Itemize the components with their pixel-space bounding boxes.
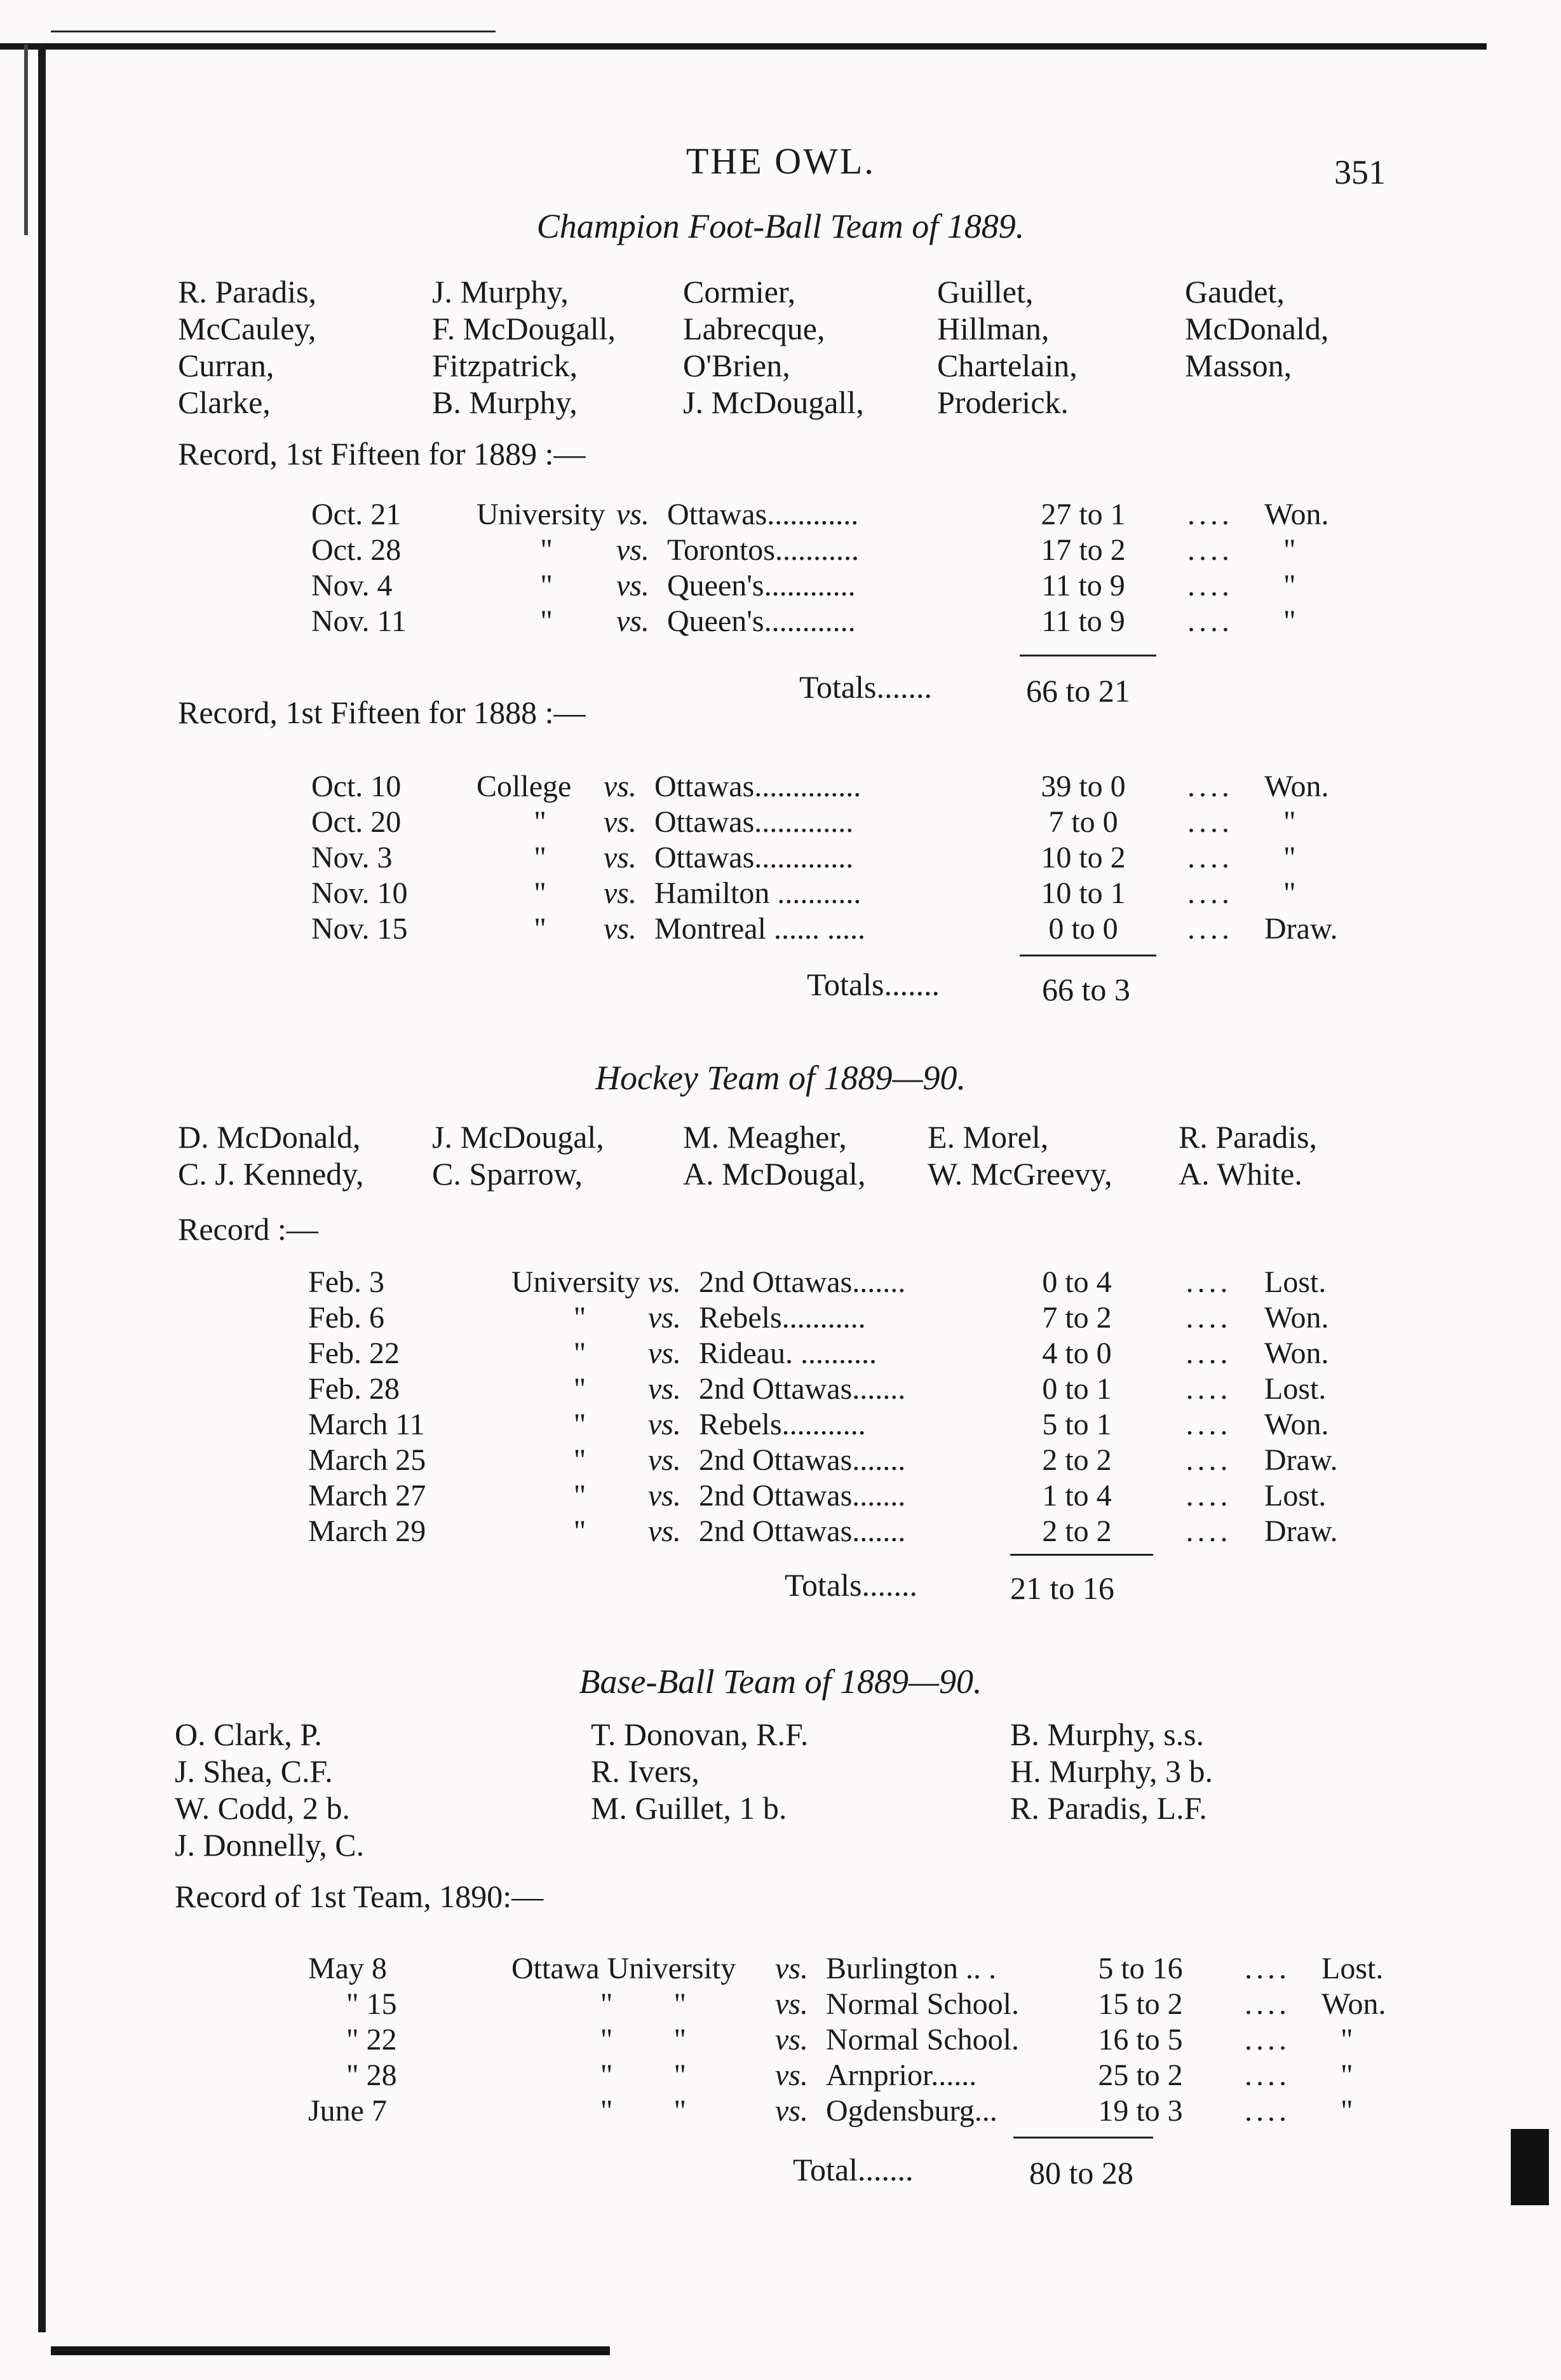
match-result: Lost. [1264, 1372, 1327, 1406]
table-row [308, 1300, 1338, 1336]
match-date: Nov. 3 [311, 841, 393, 874]
match-vs: vs. [616, 569, 649, 602]
match-result: Draw. [1264, 912, 1338, 946]
match-vs: vs. [616, 533, 649, 567]
player: W. McGreevy, [928, 1156, 1112, 1192]
match-score: 25 to 2 [1098, 2058, 1183, 2092]
table-row [311, 805, 1338, 840]
match-vs: vs. [648, 1514, 681, 1548]
match-opponent: 2nd Ottawas....... [699, 1372, 906, 1406]
match-score: 27 to 1 [1041, 498, 1126, 531]
totals-1888-score: 66 to 3 [1042, 972, 1130, 1007]
table-row [308, 2093, 1386, 2129]
match-result: Draw. [1264, 1443, 1338, 1477]
player: Chartelain, [937, 348, 1078, 383]
match-date: June 7 [308, 2094, 387, 2128]
match-result: Won. [1264, 770, 1329, 803]
match-score: 17 to 2 [1041, 533, 1126, 567]
player: C. Sparrow, [432, 1156, 583, 1192]
table-row [308, 2022, 1386, 2058]
table-row [308, 2058, 1386, 2093]
match-date: Nov. 15 [311, 912, 408, 946]
match-opponent: Queen's............ [667, 604, 856, 638]
hockey-totals-score: 21 to 16 [1010, 1570, 1114, 1606]
match-side: " [573, 1408, 586, 1441]
player: D. McDonald, [178, 1119, 361, 1155]
baseball-col-1 [175, 1716, 364, 1863]
match-leader: .... [1187, 876, 1233, 910]
match-result: Draw. [1264, 1514, 1338, 1548]
player: O'Brien, [683, 348, 790, 383]
match-side: " [540, 604, 553, 638]
match-date: " 28 [346, 2058, 397, 2092]
match-score: 7 to 2 [1042, 1301, 1112, 1335]
player: Hillman, [937, 311, 1050, 346]
match-vs: vs. [648, 1265, 681, 1299]
match-opponent: Arnprior...... [826, 2058, 977, 2092]
match-score: 2 to 2 [1042, 1514, 1112, 1548]
match-side: " [573, 1443, 586, 1477]
match-opponent: Normal School. [826, 1987, 1019, 2021]
match-opponent: 2nd Ottawas....... [699, 1265, 906, 1299]
match-leader: .... [1186, 1265, 1232, 1299]
match-side: " [573, 1336, 586, 1370]
baseball-title: Base-Ball Team of 1889—90. [579, 1663, 982, 1701]
totals-rule [1010, 1554, 1153, 1556]
match-opponent: Montreal ...... ..... [654, 912, 865, 946]
edge-tab-mark [1511, 2129, 1549, 2205]
match-opponent: Normal School. [826, 2023, 1019, 2057]
hockey-col-2 [432, 1119, 604, 1192]
player: R. Paradis, [1179, 1119, 1318, 1155]
match-score: 11 to 9 [1041, 604, 1125, 638]
baseball-col-3 [1010, 1716, 1213, 1826]
match-leader: .... [1187, 805, 1233, 839]
match-date: Nov. 11 [311, 604, 407, 638]
player: Masson, [1185, 348, 1292, 383]
match-date: Oct. 21 [311, 498, 402, 531]
player: Clarke, [178, 384, 271, 420]
hockey-col-4 [928, 1119, 1112, 1192]
table-row [308, 1407, 1338, 1443]
match-date: Feb. 22 [308, 1336, 400, 1370]
player: R. Paradis, [178, 274, 317, 309]
match-opponent: Ottawas............. [654, 841, 854, 874]
match-score: 0 to 4 [1042, 1265, 1112, 1299]
player: H. Murphy, 3 b. [1010, 1753, 1213, 1789]
match-leader: .... [1186, 1479, 1232, 1513]
player: J. McDougall, [683, 384, 864, 420]
table-row [308, 1951, 1386, 1987]
match-side: " [540, 569, 553, 602]
match-score: 0 to 0 [1048, 912, 1118, 946]
match-result: " [1283, 604, 1296, 638]
match-result: Lost. [1264, 1479, 1327, 1513]
match-leader: .... [1186, 1408, 1232, 1441]
match-vs: vs. [604, 770, 637, 803]
match-opponent: Rebels........... [699, 1301, 866, 1335]
table-row [311, 911, 1338, 947]
match-score: 0 to 1 [1042, 1372, 1112, 1406]
table-row [308, 1336, 1338, 1371]
match-result: Won. [1264, 498, 1329, 531]
match-side: " [573, 1479, 586, 1513]
match-vs: vs. [775, 1952, 808, 1985]
player: R. Ivers, [591, 1753, 699, 1789]
match-date: Feb. 6 [308, 1301, 384, 1335]
match-date: March 25 [308, 1443, 426, 1477]
totals-rule [1020, 955, 1156, 956]
match-date: Oct. 28 [311, 533, 402, 567]
player: T. Donovan, R.F. [591, 1717, 809, 1752]
match-leader: .... [1245, 1952, 1290, 1985]
table-row [311, 533, 1328, 568]
football-col-5 [1185, 273, 1328, 384]
match-vs: vs. [648, 1479, 681, 1513]
match-leader: .... [1245, 2058, 1290, 2092]
player: J. Donnelly, C. [175, 1827, 365, 1863]
player: Fitzpatrick, [432, 348, 578, 383]
match-leader: .... [1245, 2094, 1290, 2128]
match-opponent: Ottawas.............. [654, 770, 862, 803]
match-opponent: Rebels........... [699, 1408, 866, 1441]
match-date: Nov. 4 [311, 569, 393, 602]
match-date: " 15 [346, 1987, 397, 2021]
match-vs: vs. [604, 841, 637, 874]
match-opponent: Ottawas............ [667, 498, 859, 531]
player: B. Murphy, s.s. [1010, 1717, 1205, 1752]
match-date: Feb. 28 [308, 1372, 400, 1406]
player: C. J. Kennedy, [178, 1156, 364, 1192]
hockey-col-1 [178, 1119, 364, 1192]
table-row [308, 1265, 1338, 1300]
match-result: " [1341, 2094, 1353, 2128]
match-vs: vs. [648, 1443, 681, 1477]
football-col-2 [432, 273, 616, 421]
totals-1888-label: Totals....... [807, 967, 940, 1002]
match-date: March 27 [308, 1479, 426, 1513]
match-score: 15 to 2 [1098, 1987, 1183, 2021]
totals-rule [1013, 2137, 1153, 2139]
player: M. Guillet, 1 b. [591, 1790, 787, 1826]
match-vs: vs. [648, 1336, 681, 1370]
match-side: " [534, 876, 546, 910]
record-1889-table [311, 497, 1328, 639]
match-side: " [540, 533, 553, 567]
football-col-1 [178, 273, 316, 421]
baseball-col-2 [591, 1716, 808, 1826]
match-vs: vs. [648, 1408, 681, 1441]
match-side: " [573, 1514, 586, 1548]
match-leader: .... [1187, 770, 1233, 803]
match-score: 5 to 16 [1098, 1952, 1183, 1985]
match-result: " [1341, 2058, 1353, 2092]
match-vs: vs. [775, 2023, 808, 2057]
player: Cormier, [683, 274, 796, 309]
match-result: Lost. [1321, 1952, 1384, 1985]
hockey-title: Hockey Team of 1889—90. [595, 1059, 966, 1097]
match-vs: vs. [775, 2094, 808, 2128]
player: M. Meagher, [683, 1119, 847, 1155]
match-vs: vs. [616, 498, 649, 531]
match-opponent: Ottawas............. [654, 805, 854, 839]
match-score: 4 to 0 [1042, 1336, 1112, 1370]
football-col-4 [937, 273, 1078, 421]
match-date: Oct. 10 [311, 770, 402, 803]
table-row [311, 497, 1328, 533]
player: A. McDougal, [683, 1156, 866, 1192]
match-opponent: Burlington .. . [826, 1952, 997, 1985]
running-title: THE OWL. [686, 140, 875, 182]
match-score: 2 to 2 [1042, 1443, 1112, 1477]
match-score: 19 to 3 [1098, 2094, 1183, 2128]
table-row [308, 1478, 1338, 1514]
match-side: " [573, 1372, 586, 1406]
baseball-total-label: Total....... [793, 2152, 914, 2187]
match-leader: .... [1187, 498, 1233, 531]
match-leader: .... [1186, 1443, 1232, 1477]
player: Labrecque, [683, 311, 825, 346]
match-result: " [1341, 2023, 1353, 2057]
record-1889-label: Record, 1st Fifteen for 1889 :— [178, 436, 586, 472]
match-side: University [476, 498, 605, 531]
match-score: 10 to 2 [1041, 841, 1126, 874]
match-vs: vs. [775, 2058, 808, 2092]
table-row [308, 1987, 1386, 2022]
match-result: Won. [1264, 1301, 1329, 1335]
table-row [311, 568, 1328, 604]
top-rule [0, 43, 1487, 50]
top-thin-rule [51, 31, 496, 32]
table-row [308, 1514, 1338, 1549]
record-1888-table [311, 769, 1338, 947]
player: J. Shea, C.F. [175, 1753, 333, 1789]
player: McCauley, [178, 311, 316, 346]
match-date: Feb. 3 [308, 1265, 384, 1299]
match-leader: .... [1186, 1372, 1232, 1406]
match-result: " [1283, 569, 1296, 602]
match-side: College [476, 770, 572, 803]
player: J. Murphy, [432, 274, 569, 309]
hockey-record-label: Record :— [178, 1211, 318, 1247]
match-opponent: 2nd Ottawas....... [699, 1514, 906, 1548]
player: Proderick. [937, 384, 1069, 420]
table-row [311, 604, 1328, 639]
match-opponent: Ogdensburg... [826, 2094, 997, 2128]
page-number: 351 [1334, 153, 1386, 191]
match-result: Won. [1264, 1408, 1329, 1441]
baseball-record-label: Record of 1st Team, 1890:— [175, 1879, 544, 1914]
match-opponent: Torontos........... [667, 533, 859, 567]
match-leader: .... [1187, 912, 1233, 946]
match-leader: .... [1187, 841, 1233, 874]
player: J. McDougal, [432, 1119, 604, 1155]
match-side: Ottawa University [511, 1952, 736, 1985]
table-row [311, 876, 1338, 911]
player: F. McDougall, [432, 311, 616, 346]
player: W. Codd, 2 b. [175, 1790, 350, 1826]
match-side: University [511, 1265, 640, 1299]
match-opponent: Hamilton ........... [654, 876, 862, 910]
player: Gaudet, [1185, 274, 1285, 309]
table-row [308, 1371, 1338, 1407]
player: McDonald, [1185, 311, 1329, 346]
match-vs: vs. [775, 1987, 808, 2021]
table-row [311, 840, 1338, 876]
baseball-total-score: 80 to 28 [1029, 2155, 1133, 2191]
match-result: " [1283, 841, 1296, 874]
football-title: Champion Foot-Ball Team of 1889. [536, 207, 1025, 245]
match-vs: vs. [604, 805, 637, 839]
table-row [308, 1443, 1338, 1478]
match-leader: .... [1186, 1514, 1232, 1548]
match-date: March 11 [308, 1408, 425, 1441]
match-opponent: Rideau. .......... [699, 1336, 877, 1370]
match-opponent: Queen's............ [667, 569, 856, 602]
match-result: " [1283, 805, 1296, 839]
match-vs: vs. [604, 876, 637, 910]
page-spine-edge [38, 44, 46, 2332]
totals-rule [1020, 655, 1156, 656]
match-leader: .... [1187, 604, 1233, 638]
totals-1889-score: 66 to 21 [1026, 673, 1130, 709]
player: O. Clark, P. [175, 1717, 322, 1752]
match-result: Won. [1321, 1987, 1386, 2021]
match-leader: .... [1245, 2023, 1290, 2057]
match-result: " [1283, 876, 1296, 910]
hockey-col-5 [1179, 1119, 1317, 1192]
player: R. Paradis, L.F. [1010, 1790, 1207, 1826]
totals-1889-label: Totals....... [799, 669, 932, 705]
match-score: 11 to 9 [1041, 569, 1125, 602]
match-score: 7 to 0 [1048, 805, 1118, 839]
match-score: 16 to 5 [1098, 2023, 1183, 2057]
match-vs: vs. [604, 912, 637, 946]
match-vs: vs. [648, 1301, 681, 1335]
match-leader: .... [1245, 1987, 1290, 2021]
player: A. White. [1179, 1156, 1302, 1192]
player: E. Morel, [928, 1119, 1049, 1155]
match-date: May 8 [308, 1952, 387, 1985]
hockey-totals-label: Totals....... [785, 1567, 917, 1603]
match-result: Won. [1264, 1336, 1329, 1370]
match-leader: .... [1186, 1336, 1232, 1370]
table-row [311, 769, 1338, 805]
hockey-record-table [308, 1265, 1338, 1549]
match-score: 1 to 4 [1042, 1479, 1112, 1513]
match-score: 5 to 1 [1042, 1408, 1112, 1441]
match-date: Nov. 10 [311, 876, 408, 910]
match-side: " " [600, 2094, 687, 2128]
match-vs: vs. [616, 604, 649, 638]
match-side: " [534, 841, 546, 874]
match-score: 10 to 1 [1041, 876, 1126, 910]
match-date: March 29 [308, 1514, 426, 1548]
match-leader: .... [1187, 569, 1233, 602]
match-side: " [534, 912, 546, 946]
match-score: 39 to 0 [1041, 770, 1126, 803]
baseball-record-table [308, 1951, 1386, 2129]
match-side: " [573, 1301, 586, 1335]
match-vs: vs. [648, 1372, 681, 1406]
match-leader: .... [1186, 1301, 1232, 1335]
match-side: " " [600, 1987, 687, 2021]
record-1888-label: Record, 1st Fifteen for 1888 :— [178, 695, 586, 730]
match-result: " [1283, 533, 1296, 567]
match-side: " " [600, 2058, 687, 2092]
match-opponent: 2nd Ottawas....... [699, 1443, 906, 1477]
bottom-rule [51, 2346, 610, 2355]
match-opponent: 2nd Ottawas....... [699, 1479, 906, 1513]
match-leader: .... [1187, 533, 1233, 567]
match-date: " 22 [346, 2023, 397, 2057]
match-side: " [534, 805, 546, 839]
hockey-col-3 [683, 1119, 865, 1192]
match-result: Lost. [1264, 1265, 1327, 1299]
player: Guillet, [937, 274, 1034, 309]
football-col-3 [683, 273, 864, 421]
player: B. Murphy, [432, 384, 578, 420]
player: Curran, [178, 348, 274, 383]
match-side: " " [600, 2023, 687, 2057]
match-date: Oct. 20 [311, 805, 402, 839]
